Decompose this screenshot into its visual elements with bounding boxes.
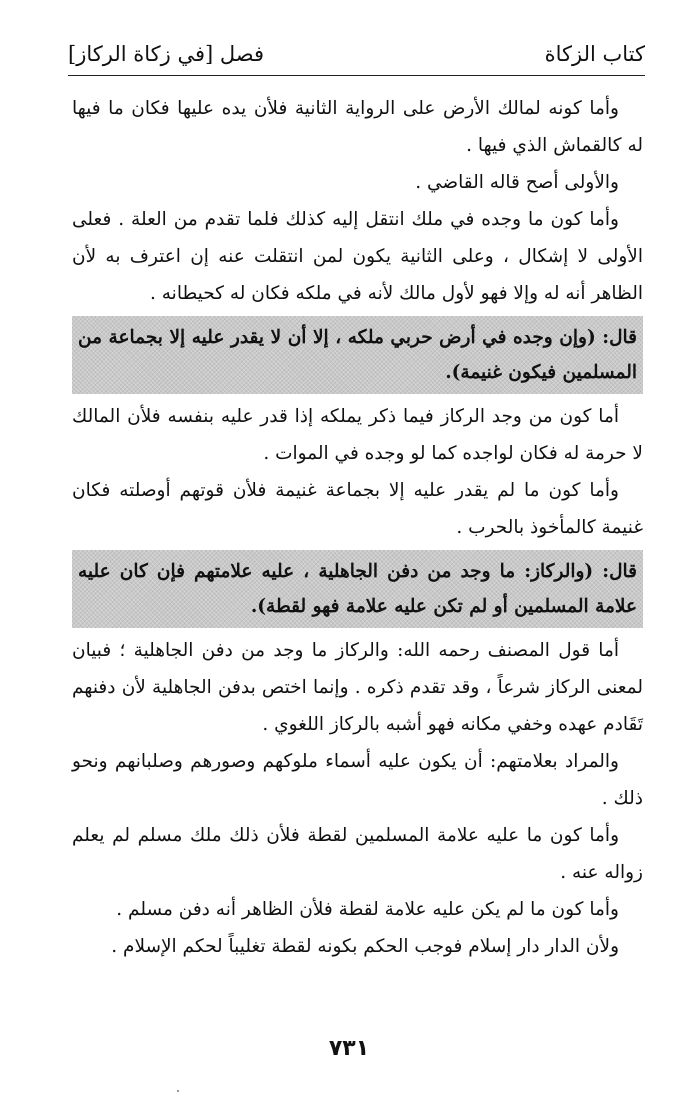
paragraph-3: وأما كون ما وجده في ملك انتقل إليه كذلك فلما تقدم من العلة . فعلى الأولى لا إشكال ، وعلى الثانية يكون لمن انتقلت عنه إن اعترف به لأن الظاهر أنه له وإلا فهو لأول مالك لأنه في ملكه فكان له كحيطانه . xyxy=(72,209,643,304)
paragraph-10: ولأن الدار دار إسلام فوجب الحكم بكونه لقطة تغليباً لحكم الإسلام . xyxy=(111,936,619,957)
scan-speck xyxy=(177,1090,179,1092)
book-title: كتاب الزكاة xyxy=(544,42,645,66)
paragraph-6: أما قول المصنف رحمه الله: والركاز ما وجد من دفن الجاهلية ؛ فبيان لمعنى الركاز شرعاً ، وقد تقدم ذكره . وإنما اختص بدفن الجاهلية لأن دفنهم تَقَادم عهده وخفي مكانه فهو أشبه بالركاز اللغوي . xyxy=(72,640,643,735)
paragraph-2: والأولى أصح قاله القاضي . xyxy=(415,172,619,193)
quote-text-2: قال: (والركاز: ما وجد من دفن الجاهلية ، عليه علامتهم فإن كان عليه علامة المسلمين أو لم تكن عليه علامة فهو لقطة). xyxy=(78,561,637,617)
running-header xyxy=(68,42,645,72)
paragraph-9: وأما كون ما لم يكن عليه علامة لقطة فلأن الظاهر أنه دفن مسلم . xyxy=(116,899,619,920)
quote-box-1 xyxy=(72,316,643,394)
quote-box-2 xyxy=(72,550,643,628)
paragraph-7: والمراد بعلامتهم: أن يكون عليه أسماء ملوكهم وصورهم وصلبانهم ونحو ذلك . xyxy=(72,751,643,809)
section-title: فصل [في زكاة الركاز] xyxy=(68,42,265,66)
paragraph-4: أما كون من وجد الركاز فيما ذكر يملكه إذا قدر عليه بنفسه فلأن المالك لا حرمة له فكان لواجده كما لو وجده في الموات . xyxy=(72,406,643,464)
page-number: ٧٣١ xyxy=(328,1036,370,1061)
page-body xyxy=(72,90,643,965)
paragraph-5: وأما كون ما لم يقدر عليه إلا بجماعة غنيمة فلأن قوتهم أوصلته فكان غنيمة كالمأخوذ بالحرب . xyxy=(72,480,643,538)
header-rule xyxy=(68,75,645,76)
paragraph-1: وأما كونه لمالك الأرض على الرواية الثانية فلأن يده عليها فكان ما فيها له كالقماش الذي فيها . xyxy=(72,98,643,156)
paragraph-8: وأما كون ما عليه علامة المسلمين لقطة فلأن ذلك ملك مسلم لم يعلم زواله عنه . xyxy=(72,825,643,883)
quote-text-1: قال: (وإن وجده في أرض حربي ملكه ، إلا أن لا يقدر عليه إلا بجماعة من المسلمين فيكون غنيمة). xyxy=(78,327,637,383)
